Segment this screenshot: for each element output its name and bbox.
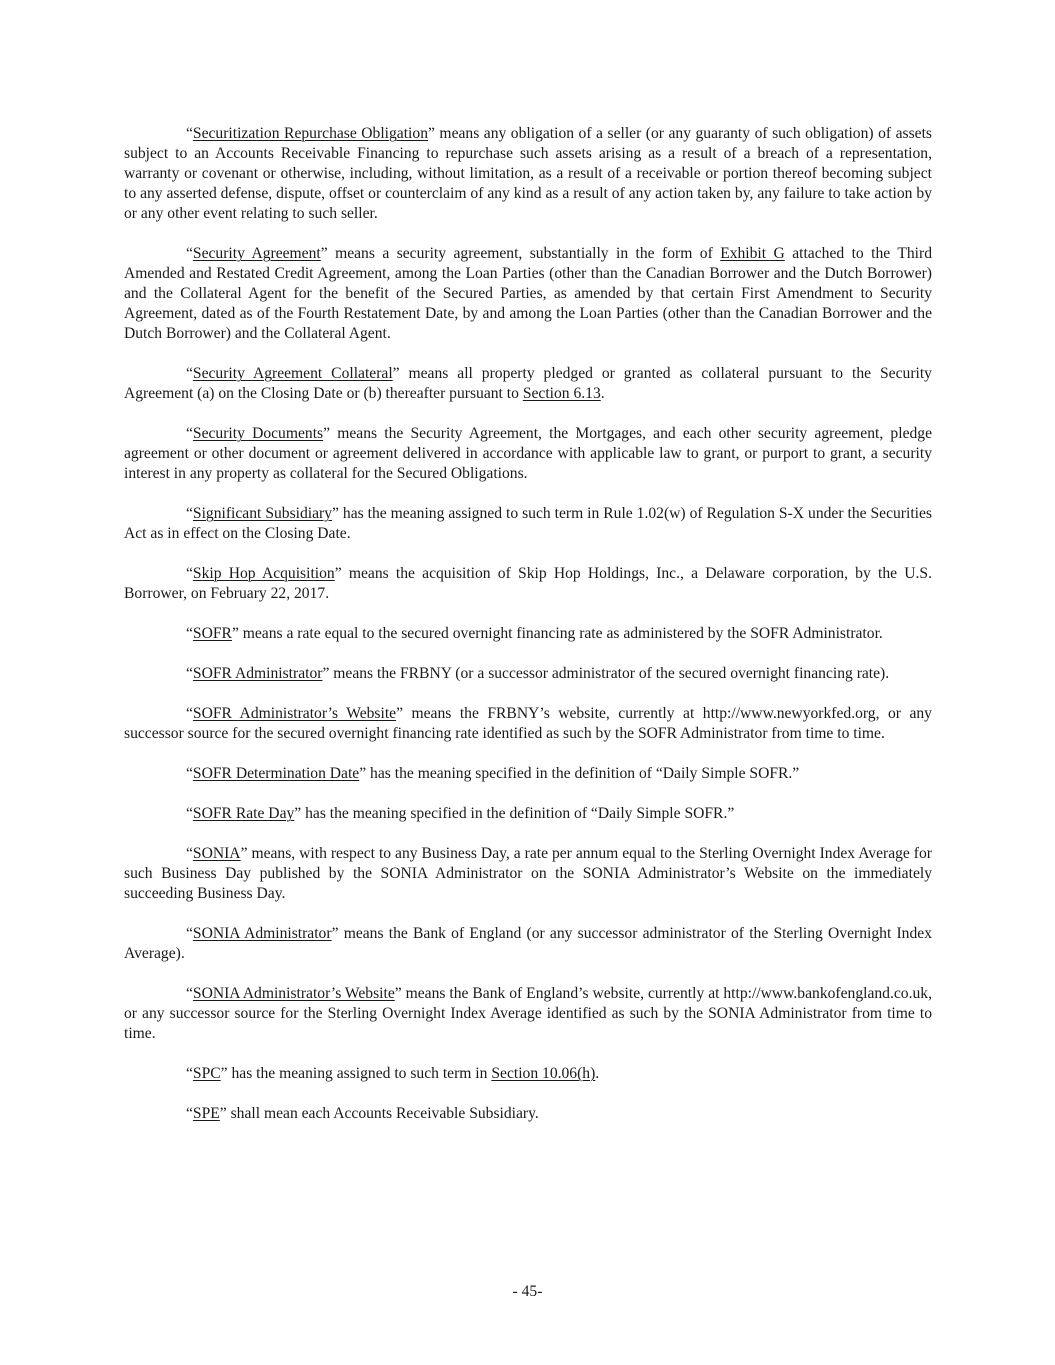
definition-paragraph: “Securitization Repurchase Obligation” means any obligation of a seller (or any guaranty of such obligation) of assets subject to an Accounts Receivable Financing to repurchase such assets arising as a result of a breach of a representation, warranty or covenant or otherwise, including, without limitation, as a result of a receivable or portion thereof becoming subject to any asserted defense, dispute, offset or counterclaim of any kind as a result of any action taken by, any failure to take action by or any other event relating to such seller. [124,125,932,222]
defined-term: Significant Subsidiary [192,505,333,522]
definition-paragraph: “SPC” has the meaning assigned to such term in Section 10.06(h). [186,1065,600,1082]
definition-paragraph: “Significant Subsidiary” has the meaning assigned to such term in Rule 1.02(w) of Regulation S-X under the Securities Act as in effect on the Closing Date. [124,505,932,542]
defined-term: Securitization Repurchase Obligation [192,125,428,142]
defined-term: SOFR Determination Date [192,765,360,782]
definition-text: attached to the Third Amended and Restated Credit Agreement, among the Loan Parties (other than the Canadian Borrower and the Dutch Borrower) and the Collateral Agent for the benefit of the Secured Parties, as amended by that certain First Amendment to Security Agreement, dated as of the Fourth Restatement Date, by and among the Loan Parties (other than the Canadian Borrower and the Dutch Borrower) and the Collateral Agent. [124,245,932,342]
definition-text: . [595,1065,600,1082]
defined-term: SONIA Administrator [192,925,332,942]
definition-text: ” has the meaning specified in the definition of “Daily Simple SOFR.” [359,765,800,782]
defined-term: SOFR Administrator [192,665,323,682]
definition-text: ” means all property pledged or granted as collateral pursuant to the Security Agreement (a) on the Closing Date or (b) thereafter pursuant to [124,365,932,402]
defined-term: Security Agreement Collateral [192,365,393,382]
page-number: - 45- [512,1283,543,1300]
defined-term: SPC [192,1065,221,1082]
defined-term: Security Agreement [192,245,321,262]
defined-term: SOFR Rate Day [192,805,295,822]
definition-text: ” has the meaning specified in the definition of “Daily Simple SOFR.” [294,805,735,822]
definition-paragraph: “SOFR Administrator’s Website” means the FRBNY’s website, currently at http://www.newyorkfed.org, or any successor source for the secured overnight financing rate identified as such by the SOFR Administrator from time to time. [124,705,932,742]
definition-paragraph: “SONIA Administrator’s Website” means the Bank of England’s website, currently at http://www.bankofengland.co.uk, or any successor source for the Sterling Overnight Index Average identified as such by the SONIA Administrator from time to time. [124,985,932,1042]
document-body [124,124,932,1144]
defined-term: SOFR Administrator’s Website [192,705,397,722]
definition-paragraph: “SOFR Administrator” means the FRBNY (or a successor administrator of the secured overnight financing rate). [186,665,890,682]
definition-text: ” means the Bank of England’s website, currently at http://www.bankofengland.co.uk, or any successor source for the Sterling Overnight Index Average identified as such by the SONIA Administrator from time to time. [124,985,932,1042]
definition-text: ” means the FRBNY’s website, currently at http://www.newyorkfed.org, or any successor source for the secured overnight financing rate identified as such by the SOFR Administrator from time to time. [124,705,932,742]
defined-term: Skip Hop Acquisition [192,565,335,582]
definition-paragraph: “SONIA” means, with respect to any Business Day, a rate per annum equal to the Sterling Overnight Index Average for such Business Day published by the SONIA Administrator on the SONIA Administrator’s Website on the immediately succeeding Business Day. [124,845,932,902]
cross-reference: Section 10.06(h) [491,1065,596,1082]
definition-text: ” has the meaning assigned to such term in [220,1065,492,1082]
definition-text: ” means, with respect to any Business Day, a rate per annum equal to the Sterling Overnight Index Average for such Business Day published by the SONIA Administrator on the SONIA Administrator’s Website on the immediately succeeding Business Day. [124,845,932,902]
definition-text: ” means a security agreement, substantially in the form of [320,245,721,262]
definition-text: ” means a rate equal to the secured overnight financing rate as administered by the SOFR Administrator. [231,625,883,642]
cross-reference: Exhibit G [720,245,785,262]
definition-text: ” means the FRBNY (or a successor administrator of the secured overnight financing rate). [322,665,890,682]
definition-paragraph: “Skip Hop Acquisition” means the acquisition of Skip Hop Holdings, Inc., a Delaware corporation, by the U.S. Borrower, on February 22, 2017. [124,565,932,602]
definition-text: . [600,385,605,402]
definition-text: ” has the meaning assigned to such term in Rule 1.02(w) of Regulation S-X under the Securities Act as in effect on the Closing Date. [124,505,932,542]
definition-text: ” means the Bank of England (or any successor administrator of the Sterling Overnight Index Average). [124,925,932,962]
defined-term: SONIA Administrator’s Website [192,985,395,1002]
definition-paragraph: “Security Documents” means the Security Agreement, the Mortgages, and each other security agreement, pledge agreement or other document or agreement delivered in accordance with applicable law to grant, or purport to grant, a security interest in any property as collateral for the Secured Obligations. [124,425,932,482]
definition-text: ” shall mean each Accounts Receivable Subsidiary. [219,1105,539,1122]
definition-paragraph: “Security Agreement Collateral” means all property pledged or granted as collateral pursuant to the Security Agreement (a) on the Closing Date or (b) thereafter pursuant to Section 6.13. [124,365,932,402]
definition-paragraph: “SOFR Rate Day” has the meaning specified in the definition of “Daily Simple SOFR.” [186,805,735,822]
definition-paragraph: “SPE” shall mean each Accounts Receivable Subsidiary. [186,1105,539,1122]
definition-paragraph: “SOFR Determination Date” has the meaning specified in the definition of “Daily Simple SOFR.” [186,765,800,782]
definition-text: ” means the Security Agreement, the Mortgages, and each other security agreement, pledge agreement or other document or agreement delivered in accordance with applicable law to grant, or purport to grant, a security interest in any property as collateral for the Secured Obligations. [124,425,932,482]
defined-term: Security Documents [192,425,324,442]
defined-term: SOFR [192,625,232,642]
defined-term: SPE [192,1105,220,1122]
definition-text: ” means any obligation of a seller (or any guaranty of such obligation) of assets subject to an Accounts Receivable Financing to repurchase such assets arising as a result of a breach of a representation, warranty or covenant or otherwise, including, without limitation, as a result of a receivable or portion thereof becoming subject to any asserted defense, dispute, offset or counterclaim of any kind as a result of any action taken by, any failure to take action by or any other event relating to such seller. [124,125,932,222]
defined-term: SONIA [192,845,241,862]
definition-paragraph: “Security Agreement” means a security agreement, substantially in the form of Exhibit G attached to the Third Amended and Restated Credit Agreement, among the Loan Parties (other than the Canadian Borrower and the Dutch Borrower) and the Collateral Agent for the benefit of the Secured Parties, as amended by that certain First Amendment to Security Agreement, dated as of the Fourth Restatement Date, by and among the Loan Parties (other than the Canadian Borrower and the Dutch Borrower) and the Collateral Agent. [124,245,932,342]
definition-paragraph: “SOFR” means a rate equal to the secured overnight financing rate as administered by the SOFR Administrator. [186,625,883,642]
definition-text: ” means the acquisition of Skip Hop Holdings, Inc., a Delaware corporation, by the U.S. Borrower, on February 22, 2017. [124,565,932,602]
cross-reference: Section 6.13 [522,385,601,402]
definition-paragraph: “SONIA Administrator” means the Bank of England (or any successor administrator of the Sterling Overnight Index Average). [124,925,932,962]
